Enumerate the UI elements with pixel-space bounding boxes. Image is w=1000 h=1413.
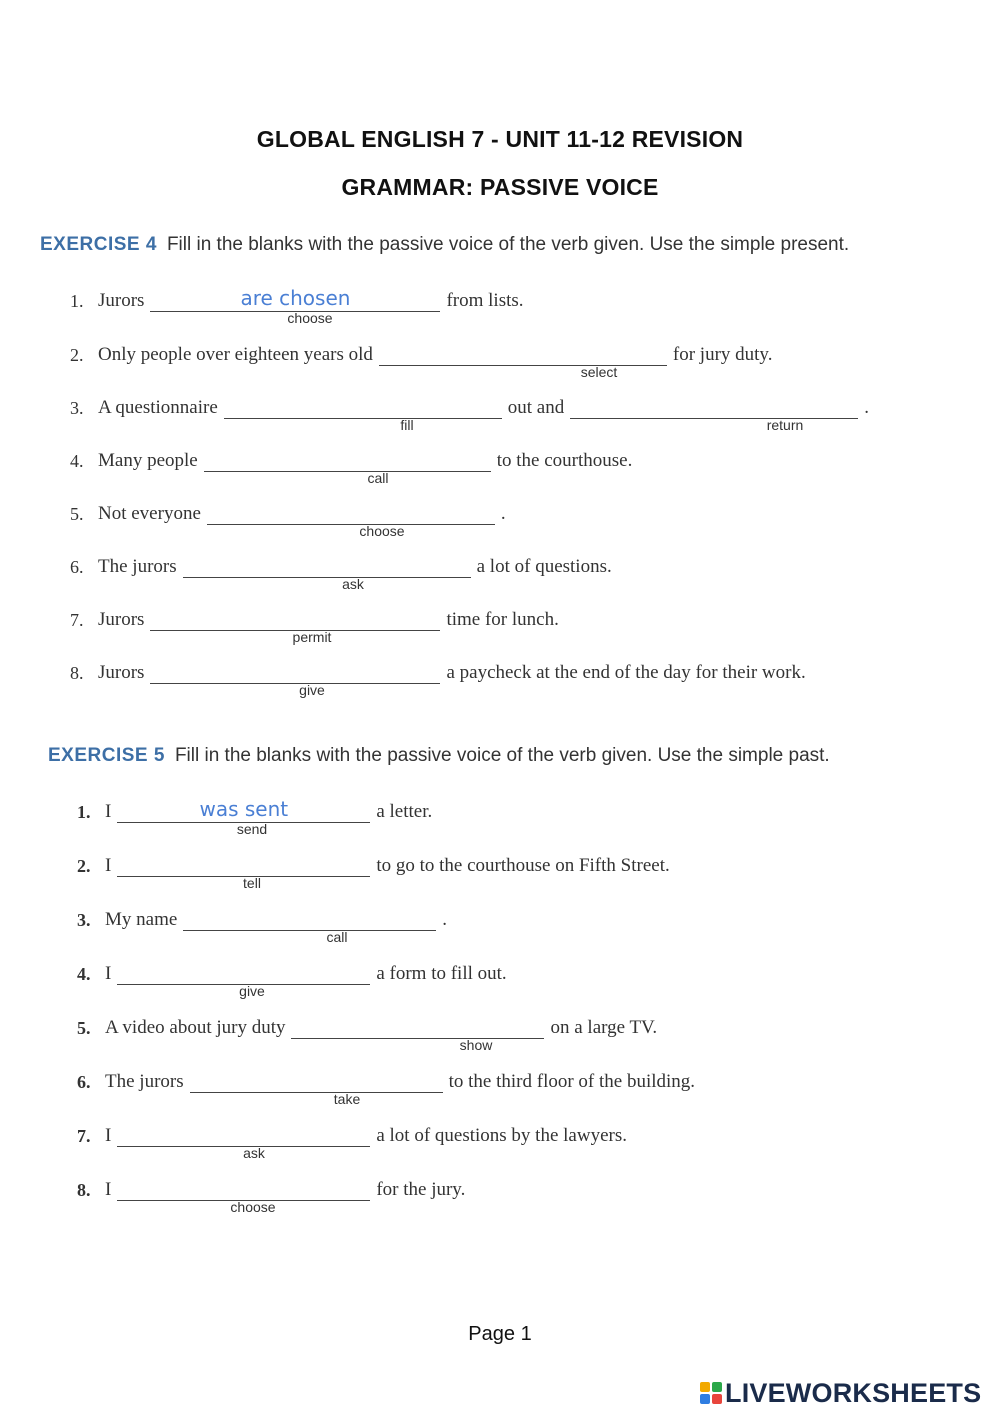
sentence-text: My name [105, 909, 178, 930]
verb-hint: give [299, 682, 325, 698]
sentence-text: A video about jury duty [105, 1017, 286, 1038]
logo-square-4 [712, 1394, 722, 1404]
verb-hint: choose [359, 523, 405, 539]
liveworksheets-logo [700, 1378, 981, 1408]
verb-hint: choose [230, 1199, 276, 1215]
answer-input[interactable] [117, 1175, 370, 1199]
item-number: 2. [77, 856, 91, 876]
answer-input[interactable] [117, 959, 370, 983]
logo-square-2 [712, 1382, 722, 1392]
logo-square-3 [700, 1394, 710, 1404]
sentence-text: I [105, 963, 112, 984]
sentence-text: . [500, 503, 506, 524]
answer-blank [207, 504, 495, 525]
sentence-text: The jurors [105, 1071, 184, 1092]
answer-input[interactable] [379, 340, 667, 364]
sentence-text: Many people [98, 450, 198, 471]
item-number: 8. [77, 1180, 91, 1200]
sentence-text: out and [507, 397, 565, 418]
sentence-text: for jury duty. [672, 344, 773, 365]
answer-blank [150, 610, 440, 631]
logo-square-1 [700, 1382, 710, 1392]
sentence-text: on a large TV. [550, 1017, 658, 1038]
answer-blank [379, 345, 667, 366]
answer-input[interactable] [207, 499, 495, 523]
verb-hint: call [326, 929, 348, 945]
sentence-text: . [442, 909, 448, 930]
sentence-text: The jurors [98, 556, 177, 577]
answer-input[interactable] [291, 1013, 544, 1037]
answer-blank [183, 557, 471, 578]
sentence-text: Jurors [98, 290, 145, 311]
sentence-text: for the jury. [376, 1179, 466, 1200]
item-number: 5. [70, 504, 84, 524]
item-number: 4. [77, 964, 91, 984]
exercise-4-instruction: Fill in the blanks with the passive voice of the verb given. Use the simple present. [166, 234, 850, 255]
verb-hint: select [580, 364, 618, 380]
item-number: 1. [70, 291, 84, 311]
worksheet-title: GLOBAL ENGLISH 7 - UNIT 11-12 REVISION [256, 126, 744, 152]
verb-hint: send [236, 821, 268, 837]
exercise-5-heading [48, 745, 830, 767]
answer-blank [117, 964, 370, 985]
exercise-4-label: EXERCISE 4 [40, 234, 157, 255]
item-number: 7. [70, 610, 84, 630]
answer-input[interactable] [183, 905, 436, 929]
verb-hint: fill [400, 417, 414, 433]
exercise-5-instruction: Fill in the blanks with the passive voice of the verb given. Use the simple past. [174, 745, 830, 766]
answer-input[interactable] [570, 393, 858, 417]
sentence-text: time for lunch. [446, 609, 559, 630]
item-number: 4. [70, 451, 84, 471]
sentence-text: Jurors [98, 609, 145, 630]
item-number: 1. [77, 802, 91, 822]
exercise-4-heading [40, 234, 849, 256]
sentence-text: I [105, 801, 112, 822]
item-number: 7. [77, 1126, 91, 1146]
sentence-text: I [105, 1179, 112, 1200]
page-number: Page 1 [468, 1323, 532, 1345]
verb-hint: ask [243, 1145, 265, 1161]
answer-input[interactable] [224, 393, 502, 417]
liveworksheets-logo-text: LIVEWORKSHEETS [725, 1377, 982, 1408]
answer-input[interactable] [183, 552, 471, 576]
verb-hint: ask [342, 576, 364, 592]
worksheet-subtitle: GRAMMAR: PASSIVE VOICE [341, 174, 659, 200]
answer-blank [150, 291, 440, 312]
answer-blank [117, 1126, 370, 1147]
sentence-text: to go to the courthouse on Fifth Street. [376, 855, 670, 876]
answer-blank [190, 1072, 443, 1093]
verb-hint: choose [287, 310, 333, 326]
sentence-text: a lot of questions. [476, 556, 612, 577]
item-number: 6. [70, 557, 84, 577]
liveworksheets-logo-icon [700, 1382, 722, 1404]
item-number: 3. [70, 398, 84, 418]
sentence-text: I [105, 855, 112, 876]
verb-hint: give [239, 983, 265, 999]
verb-hint: show [459, 1037, 493, 1053]
verb-hint: call [367, 470, 389, 486]
answer-blank [204, 451, 491, 472]
answer-blank [291, 1018, 544, 1039]
sentence-text: to the courthouse. [496, 450, 633, 471]
answer-input[interactable] [117, 797, 370, 821]
item-number: 8. [70, 663, 84, 683]
sentence-text: Not everyone [98, 503, 201, 524]
answer-input[interactable] [117, 1121, 370, 1145]
verb-hint: permit [292, 629, 332, 645]
answer-input[interactable] [150, 658, 440, 682]
sentence-text: Only people over eighteen years old [98, 344, 373, 365]
sentence-text: Jurors [98, 662, 145, 683]
answer-blank [117, 1180, 370, 1201]
sentence-text: a lot of questions by the lawyers. [376, 1125, 627, 1146]
answer-input[interactable] [117, 851, 370, 875]
answer-blank [570, 398, 858, 419]
item-number: 6. [77, 1072, 91, 1092]
sentence-text: a paycheck at the end of the day for their work. [446, 662, 806, 683]
answer-blank [183, 910, 436, 931]
sentence-text: A questionnaire [98, 397, 218, 418]
item-number: 2. [70, 345, 84, 365]
answer-blank [117, 856, 370, 877]
answer-input[interactable] [190, 1067, 443, 1091]
sentence-text: a form to fill out. [376, 963, 507, 984]
answer-blank [117, 802, 370, 823]
item-number: 5. [77, 1018, 91, 1038]
verb-hint: tell [243, 875, 261, 891]
sentence-text: from lists. [446, 290, 524, 311]
item-number: 3. [77, 910, 91, 930]
sentence-text: a letter. [376, 801, 433, 822]
answer-input[interactable] [204, 446, 491, 470]
answer-blank [150, 663, 440, 684]
verb-hint: return [766, 417, 804, 433]
answer-blank [224, 398, 502, 419]
verb-hint: take [333, 1091, 361, 1107]
exercise-5-label: EXERCISE 5 [48, 745, 165, 766]
sentence-text: . [864, 397, 869, 418]
sentence-text: I [105, 1125, 112, 1146]
answer-input[interactable] [150, 286, 440, 310]
answer-input[interactable] [150, 605, 440, 629]
sentence-text: to the third floor of the building. [448, 1071, 696, 1092]
